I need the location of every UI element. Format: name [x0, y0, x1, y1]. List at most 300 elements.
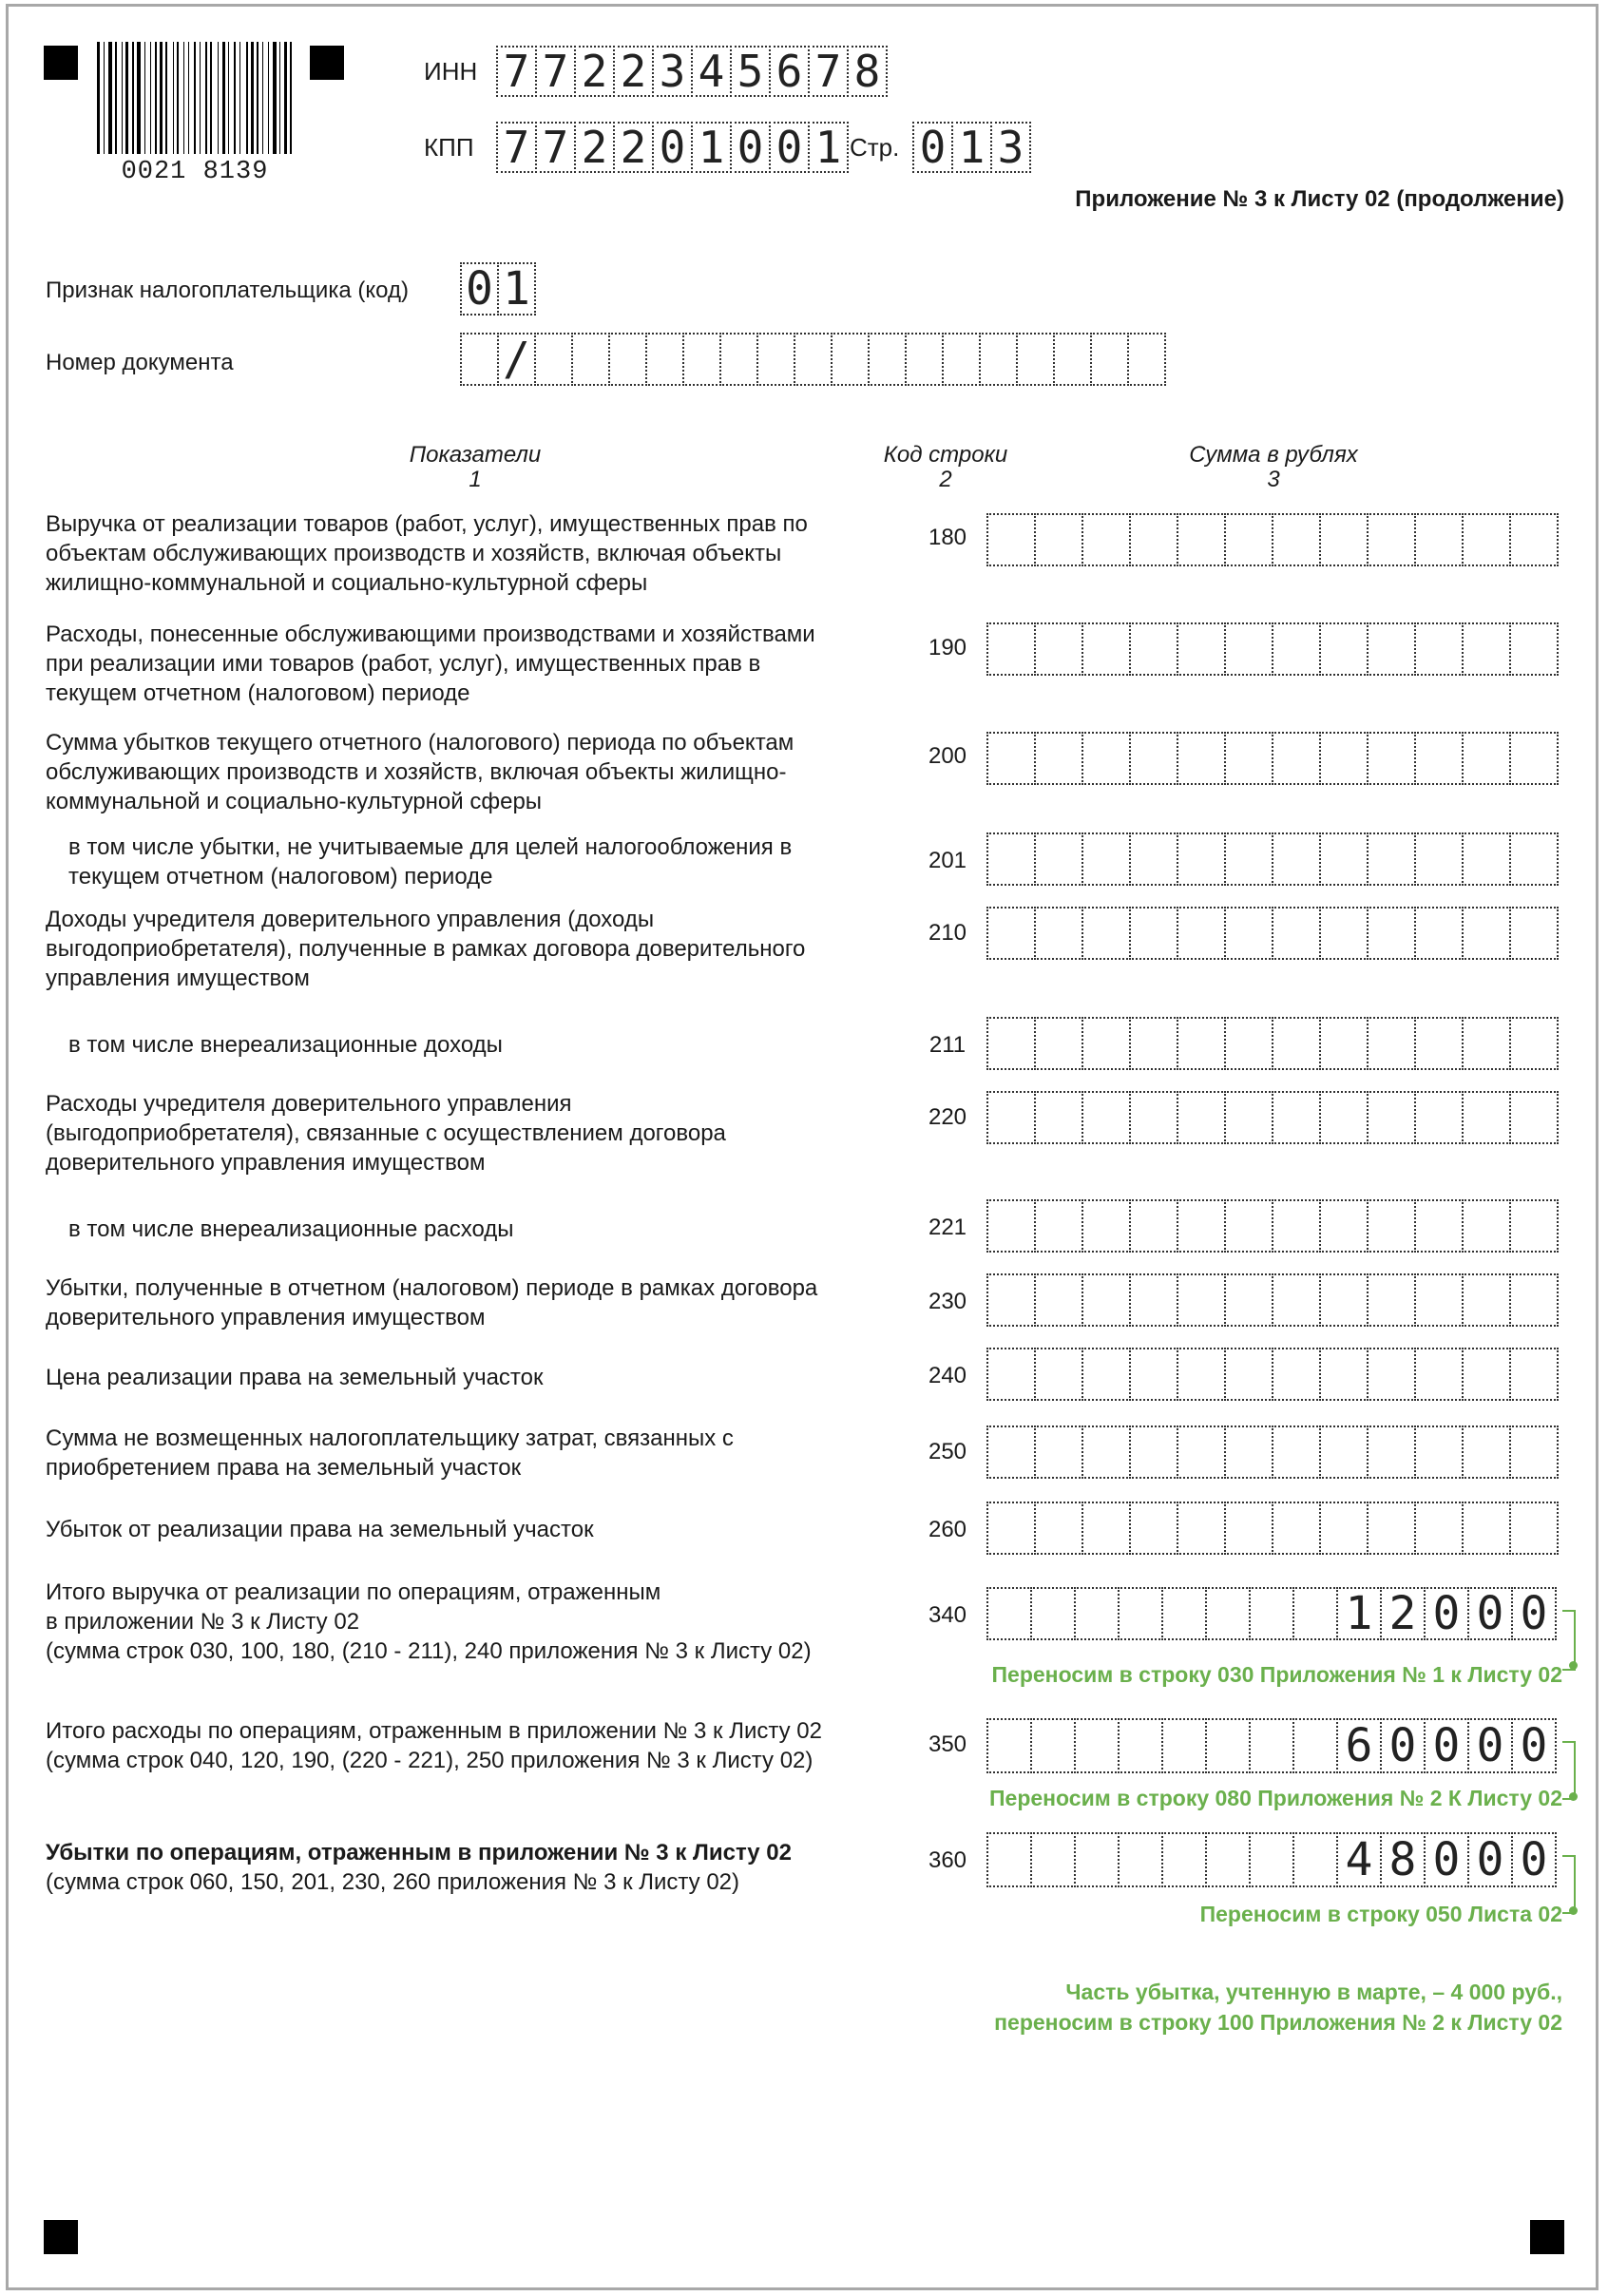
row-200-label-line: коммунальной и социально-культурной сферы	[46, 789, 543, 814]
row-190-sum-cell[interactable]	[1319, 622, 1369, 676]
row-210-sum-cell[interactable]	[1177, 907, 1226, 960]
row-221-sum-cell[interactable]	[1509, 1199, 1559, 1253]
inn-field-cell[interactable]: 7	[808, 46, 849, 97]
document-number-field-cell[interactable]	[831, 333, 870, 386]
row-350-sum-cell[interactable]	[986, 1718, 1032, 1773]
row-190-sum-cell[interactable]	[1509, 622, 1559, 676]
row-211-sum-cell[interactable]	[1462, 1017, 1511, 1070]
row-250-sum-cell[interactable]	[1272, 1425, 1321, 1479]
row-221-sum-cell[interactable]	[1319, 1199, 1369, 1253]
barcode-bar	[173, 42, 174, 154]
row-250-sum-cell[interactable]	[1414, 1425, 1464, 1479]
row-340-sum-cell[interactable]: 0	[1511, 1587, 1557, 1640]
document-number-field-cell[interactable]: /	[497, 333, 536, 386]
row-190-sum-cell[interactable]	[1367, 622, 1416, 676]
row-350-sum-cell[interactable]	[1249, 1718, 1294, 1773]
kpp-field-cell[interactable]: 0	[769, 122, 810, 173]
row-201-sum-cell[interactable]	[1509, 832, 1559, 886]
document-number-field-cell[interactable]	[571, 333, 610, 386]
row-260-sum-cell[interactable]	[986, 1502, 1036, 1555]
row-230-sum-cell[interactable]	[1367, 1273, 1416, 1327]
row-350-sum-cell[interactable]: 0	[1380, 1718, 1426, 1773]
row-180-sum-cell[interactable]	[1224, 513, 1273, 566]
page-number-field-cell[interactable]: 1	[951, 122, 992, 173]
row-180-sum-cell[interactable]	[1129, 513, 1178, 566]
inn-field[interactable]	[496, 46, 888, 97]
row-360-code: 360	[928, 1847, 967, 1873]
row-240-sum-cell[interactable]	[1224, 1348, 1273, 1401]
document-number-field-cell[interactable]	[942, 333, 981, 386]
column-header-code-number: 2	[939, 467, 952, 492]
row-260-sum-cell[interactable]	[1414, 1502, 1464, 1555]
row-200-sum-cell[interactable]	[1367, 732, 1416, 785]
row-221-sum-field[interactable]	[986, 1199, 1559, 1253]
row-211-sum-cell[interactable]	[1177, 1017, 1226, 1070]
kpp-field-cell[interactable]: 2	[613, 122, 654, 173]
row-250-label	[46, 1424, 882, 1483]
barcode-bar	[222, 42, 225, 154]
row-180-sum-cell[interactable]	[1462, 513, 1511, 566]
row-210-sum-cell[interactable]	[1414, 907, 1464, 960]
row-230-sum-cell[interactable]	[1272, 1273, 1321, 1327]
row-340-sum-cell[interactable]	[1118, 1587, 1163, 1640]
row-180-sum-cell[interactable]	[1319, 513, 1369, 566]
row-360-sum-cell[interactable]	[1118, 1832, 1163, 1887]
kpp-field-cell[interactable]: 1	[691, 122, 732, 173]
row-221-sum-cell[interactable]	[1224, 1199, 1273, 1253]
row-250-sum-cell[interactable]	[1034, 1425, 1083, 1479]
row-240-sum-cell[interactable]	[1082, 1348, 1131, 1401]
row-201-sum-cell[interactable]	[986, 832, 1036, 886]
row-360-sum-cell[interactable]	[1030, 1832, 1076, 1887]
row-220-sum-cell[interactable]	[1177, 1091, 1226, 1144]
row-260-sum-cell[interactable]	[1319, 1502, 1369, 1555]
inn-field-cell[interactable]: 4	[691, 46, 732, 97]
document-number-field-cell[interactable]	[756, 333, 795, 386]
row-201-sum-cell[interactable]	[1319, 832, 1369, 886]
row-230-sum-cell[interactable]	[1509, 1273, 1559, 1327]
row-250-sum-cell[interactable]	[1224, 1425, 1273, 1479]
row-240-sum-cell[interactable]	[1319, 1348, 1369, 1401]
column-header-code	[855, 443, 1036, 492]
row-220-label-line: доверительного управления имуществом	[46, 1150, 486, 1176]
page-label: Стр.	[850, 133, 900, 162]
taxpayer-sign-field[interactable]	[460, 262, 536, 316]
row-210-sum-cell[interactable]	[1082, 907, 1131, 960]
kpp-field-cell[interactable]: 7	[496, 122, 537, 173]
row-350-sum-cell[interactable]: 6	[1336, 1718, 1382, 1773]
row-200-sum-cell[interactable]	[1319, 732, 1369, 785]
row-360-sum-cell[interactable]	[1292, 1832, 1338, 1887]
row-260-sum-cell[interactable]	[1367, 1502, 1416, 1555]
row-180-sum-cell[interactable]	[1034, 513, 1083, 566]
barcode-bars	[95, 42, 295, 156]
document-number-field-cell[interactable]	[645, 333, 684, 386]
row-260-label	[46, 1515, 882, 1544]
page-number-field-cell[interactable]: 3	[990, 122, 1031, 173]
row-240-sum-cell[interactable]	[1272, 1348, 1321, 1401]
row-180-label	[46, 509, 882, 598]
inn-field-cell[interactable]: 3	[652, 46, 693, 97]
row-250-sum-cell[interactable]	[1177, 1425, 1226, 1479]
row-230-sum-cell[interactable]	[1034, 1273, 1083, 1327]
row-250-sum-cell[interactable]	[1462, 1425, 1511, 1479]
row-230-sum-cell[interactable]	[1129, 1273, 1178, 1327]
document-number-field-cell[interactable]	[1053, 333, 1092, 386]
row-200-code: 200	[928, 743, 967, 769]
row-340-sum-cell[interactable]: 0	[1467, 1587, 1513, 1640]
row-260-sum-cell[interactable]	[1177, 1502, 1226, 1555]
row-360-sum-cell[interactable]	[1249, 1832, 1294, 1887]
row-211-sum-cell[interactable]	[1272, 1017, 1321, 1070]
row-240-sum-cell[interactable]	[1367, 1348, 1416, 1401]
row-210-sum-field[interactable]	[986, 907, 1559, 960]
row-350-sum-cell[interactable]	[1118, 1718, 1163, 1773]
row-350-sum-cell[interactable]	[1161, 1718, 1207, 1773]
row-340-sum-cell[interactable]: 2	[1380, 1587, 1426, 1640]
row-360-sum-cell[interactable]: 8	[1380, 1832, 1426, 1887]
document-number-field-cell[interactable]	[719, 333, 758, 386]
row-180-sum-cell[interactable]	[1414, 513, 1464, 566]
row-211-sum-cell[interactable]	[986, 1017, 1036, 1070]
barcode-bar	[279, 42, 280, 154]
row-201-sum-field[interactable]	[986, 832, 1559, 886]
barcode-bar	[177, 42, 179, 154]
row-230-sum-cell[interactable]	[1082, 1273, 1131, 1327]
row-360-sum-cell[interactable]	[1161, 1832, 1207, 1887]
row-240-sum-cell[interactable]	[1034, 1348, 1083, 1401]
row-201-sum-cell[interactable]	[1082, 832, 1131, 886]
inn-field-cell[interactable]: 7	[535, 46, 576, 97]
row-210-sum-cell[interactable]	[986, 907, 1036, 960]
row-190-sum-cell[interactable]	[1177, 622, 1226, 676]
row-221-sum-cell[interactable]	[1177, 1199, 1226, 1253]
row-230-sum-cell[interactable]	[1414, 1273, 1464, 1327]
row-350-label	[46, 1716, 882, 1775]
row-230-sum-field[interactable]	[986, 1273, 1559, 1327]
row-211-sum-field[interactable]	[986, 1017, 1559, 1070]
row-260-sum-cell[interactable]	[1034, 1502, 1083, 1555]
inn-field-cell[interactable]: 7	[496, 46, 537, 97]
row-360-sum-cell[interactable]: 0	[1511, 1832, 1557, 1887]
row-340-sum-cell[interactable]	[1205, 1587, 1251, 1640]
row-210-label-line: Доходы учредителя доверительного управления (доходы	[46, 907, 655, 932]
row-220-label-line: (выгодоприобретателя), связанные с осуществлением договора	[46, 1120, 726, 1146]
row-210-sum-cell[interactable]	[1272, 907, 1321, 960]
row-210-sum-cell[interactable]	[1509, 907, 1559, 960]
row-250-sum-cell[interactable]	[986, 1425, 1036, 1479]
row-350-sum-cell[interactable]: 0	[1511, 1718, 1557, 1773]
row-211-sum-cell[interactable]	[1034, 1017, 1083, 1070]
row-180-sum-cell[interactable]	[1177, 513, 1226, 566]
row-350-label-line: Итого расходы по операциям, отраженным в приложении № 3 к Листу 02	[46, 1718, 822, 1744]
row-360-label-line: Убытки по операциям, отраженным в приложении № 3 к Листу 02	[46, 1840, 793, 1866]
row-220-sum-cell[interactable]	[1319, 1091, 1369, 1144]
row-240-sum-cell[interactable]	[1129, 1348, 1178, 1401]
row-240-sum-cell[interactable]	[1177, 1348, 1226, 1401]
inn-label: ИНН	[424, 57, 478, 86]
row-220-sum-cell[interactable]	[1129, 1091, 1178, 1144]
row-250-sum-cell[interactable]	[1367, 1425, 1416, 1479]
row-180-sum-cell[interactable]	[1082, 513, 1131, 566]
row-240-sum-cell[interactable]	[1509, 1348, 1559, 1401]
row-230-label-line: доверительного управления имуществом	[46, 1305, 486, 1330]
row-220-sum-cell[interactable]	[1082, 1091, 1131, 1144]
row-260-sum-cell[interactable]	[1224, 1502, 1273, 1555]
row-200-sum-cell[interactable]	[1224, 732, 1273, 785]
document-number-field-cell[interactable]	[905, 333, 944, 386]
row-190-sum-cell[interactable]	[1414, 622, 1464, 676]
appendix-title: Приложение № 3 к Листу 02 (продолжение)	[1075, 186, 1564, 212]
inn-field-cell[interactable]: 2	[613, 46, 654, 97]
barcode-bar	[218, 42, 219, 154]
row-220-sum-cell[interactable]	[1272, 1091, 1321, 1144]
row-220-sum-cell[interactable]	[1367, 1091, 1416, 1144]
inn-field-cell[interactable]: 6	[769, 46, 810, 97]
row-180-sum-cell[interactable]	[1272, 513, 1321, 566]
row-220-sum-cell[interactable]	[1224, 1091, 1273, 1144]
inn-field-cell[interactable]: 8	[847, 46, 888, 97]
row-250-code: 250	[928, 1439, 967, 1464]
row-190-sum-cell[interactable]	[1082, 622, 1131, 676]
kpp-field-cell[interactable]: 0	[652, 122, 693, 173]
column-header-indicators-title: Показатели	[409, 442, 542, 468]
note-row-360: Переносим в строку 050 Листа 02	[1199, 1902, 1562, 1926]
row-220-label-line: Расходы учредителя доверительного управления	[46, 1091, 572, 1117]
kpp-field-cell[interactable]: 2	[574, 122, 615, 173]
row-210-sum-cell[interactable]	[1462, 907, 1511, 960]
barcode-bar	[251, 42, 254, 154]
row-340-sum-cell[interactable]	[1030, 1587, 1076, 1640]
row-230-sum-cell[interactable]	[1462, 1273, 1511, 1327]
row-260-sum-cell[interactable]	[1082, 1502, 1131, 1555]
row-211-sum-cell[interactable]	[1129, 1017, 1178, 1070]
row-180-label-line: Выручка от реализации товаров (работ, услуг), имущественных прав по	[46, 511, 808, 537]
row-200-label-line: обслуживающих производств и хозяйств, включая объекты жилищно-	[46, 759, 787, 785]
row-230-sum-cell[interactable]	[986, 1273, 1036, 1327]
row-360-sum-cell[interactable]: 4	[1336, 1832, 1382, 1887]
row-211-label-line: в том числе внереализационные доходы	[68, 1032, 503, 1058]
row-201-sum-cell[interactable]	[1129, 832, 1178, 886]
row-201-sum-cell[interactable]	[1224, 832, 1273, 886]
row-340-sum-cell[interactable]	[1074, 1587, 1120, 1640]
row-201-sum-cell[interactable]	[1367, 832, 1416, 886]
row-260-sum-cell[interactable]	[1509, 1502, 1559, 1555]
row-220-sum-field[interactable]	[986, 1091, 1559, 1144]
row-190-sum-field[interactable]	[986, 622, 1559, 676]
row-340-sum-field[interactable]	[986, 1587, 1557, 1640]
row-211-sum-cell[interactable]	[1509, 1017, 1559, 1070]
row-201-sum-cell[interactable]	[1462, 832, 1511, 886]
row-230-sum-cell[interactable]	[1224, 1273, 1273, 1327]
kpp-field[interactable]	[496, 122, 849, 173]
taxpayer-sign-field-cell[interactable]: 0	[460, 262, 499, 316]
row-350-sum-cell[interactable]: 0	[1424, 1718, 1469, 1773]
row-221-sum-cell[interactable]	[1367, 1199, 1416, 1253]
column-header-indicators-number: 1	[469, 467, 482, 492]
row-201-sum-cell[interactable]	[1414, 832, 1464, 886]
row-250-sum-cell[interactable]	[1082, 1425, 1131, 1479]
row-340-label-line: в приложении № 3 к Листу 02	[46, 1609, 360, 1635]
row-230-sum-cell[interactable]	[1319, 1273, 1369, 1327]
page-number-field[interactable]	[912, 122, 1031, 173]
row-240-sum-cell[interactable]	[986, 1348, 1036, 1401]
row-260-sum-cell[interactable]	[1272, 1502, 1321, 1555]
row-230-sum-cell[interactable]	[1177, 1273, 1226, 1327]
row-240-sum-field[interactable]	[986, 1348, 1559, 1401]
barcode-bar	[104, 42, 105, 154]
row-221-sum-cell[interactable]	[1462, 1199, 1511, 1253]
document-number-field-cell[interactable]	[608, 333, 647, 386]
row-260-sum-cell[interactable]	[1462, 1502, 1511, 1555]
document-number-field-cell[interactable]	[682, 333, 721, 386]
row-190-sum-cell[interactable]	[986, 622, 1036, 676]
inn-field-cell[interactable]: 5	[730, 46, 771, 97]
page-number-field-cell[interactable]: 0	[912, 122, 953, 173]
row-180-sum-cell[interactable]	[1367, 513, 1416, 566]
row-221-sum-cell[interactable]	[986, 1199, 1036, 1253]
document-number-field-cell[interactable]	[534, 333, 573, 386]
row-211-sum-cell[interactable]	[1082, 1017, 1131, 1070]
document-number-field-cell[interactable]	[868, 333, 907, 386]
row-210-sum-cell[interactable]	[1224, 907, 1273, 960]
row-350-sum-cell[interactable]	[1030, 1718, 1076, 1773]
row-190-sum-cell[interactable]	[1224, 622, 1273, 676]
taxpayer-sign-label: Признак налогоплательщика (код)	[46, 277, 409, 303]
row-201-sum-cell[interactable]	[1272, 832, 1321, 886]
row-250-label-line: Сумма не возмещенных налогоплательщику затрат, связанных с	[46, 1425, 734, 1451]
bracket-row-350	[1562, 1741, 1576, 1800]
row-200-sum-cell[interactable]	[1509, 732, 1559, 785]
document-number-field-cell[interactable]	[1090, 333, 1129, 386]
row-350-sum-cell[interactable]	[1205, 1718, 1251, 1773]
row-220-sum-cell[interactable]	[1462, 1091, 1511, 1144]
row-360-sum-cell[interactable]: 0	[1424, 1832, 1469, 1887]
document-number-field-cell[interactable]	[794, 333, 833, 386]
row-200-sum-cell[interactable]	[1414, 732, 1464, 785]
row-211-sum-cell[interactable]	[1367, 1017, 1416, 1070]
row-200-sum-field[interactable]	[986, 732, 1559, 785]
row-190-label-line: текущем отчетном (налоговом) периоде	[46, 680, 470, 706]
row-340-sum-cell[interactable]: 0	[1424, 1587, 1469, 1640]
column-header-sum	[1131, 443, 1416, 492]
row-200-sum-cell[interactable]	[1177, 732, 1226, 785]
row-340-sum-cell[interactable]	[1292, 1587, 1338, 1640]
row-360-sum-field[interactable]	[986, 1832, 1557, 1887]
inn-field-cell[interactable]: 2	[574, 46, 615, 97]
row-200-sum-cell[interactable]	[1082, 732, 1131, 785]
row-220-sum-cell[interactable]	[1509, 1091, 1559, 1144]
row-250-sum-cell[interactable]	[1509, 1425, 1559, 1479]
row-200-label	[46, 728, 882, 816]
row-360-sum-cell[interactable]: 0	[1467, 1832, 1513, 1887]
row-260-sum-field[interactable]	[986, 1502, 1559, 1555]
row-190-sum-cell[interactable]	[1272, 622, 1321, 676]
row-201-sum-cell[interactable]	[1034, 832, 1083, 886]
row-350-sum-cell[interactable]	[1292, 1718, 1338, 1773]
row-211-sum-cell[interactable]	[1319, 1017, 1369, 1070]
row-350-code: 350	[928, 1732, 967, 1757]
row-340-sum-cell[interactable]	[1161, 1587, 1207, 1640]
row-360-sum-cell[interactable]	[1205, 1832, 1251, 1887]
row-211-sum-cell[interactable]	[1224, 1017, 1273, 1070]
row-340-sum-cell[interactable]	[986, 1587, 1032, 1640]
kpp-field-cell[interactable]: 1	[808, 122, 849, 173]
row-240-sum-cell[interactable]	[1462, 1348, 1511, 1401]
row-200-sum-cell[interactable]	[1272, 732, 1321, 785]
row-210-sum-cell[interactable]	[1319, 907, 1369, 960]
row-340-sum-cell[interactable]	[1249, 1587, 1294, 1640]
row-350-sum-cell[interactable]: 0	[1467, 1718, 1513, 1773]
row-200-sum-cell[interactable]	[1129, 732, 1178, 785]
row-190-sum-cell[interactable]	[1034, 622, 1083, 676]
document-number-field-cell[interactable]	[1127, 333, 1166, 386]
row-200-sum-cell[interactable]	[1462, 732, 1511, 785]
row-210-sum-cell[interactable]	[1034, 907, 1083, 960]
row-180-sum-cell[interactable]	[986, 513, 1036, 566]
row-340-label-line: Итого выручка от реализации по операциям, отраженным	[46, 1579, 661, 1605]
row-200-sum-cell[interactable]	[1034, 732, 1083, 785]
kpp-field-cell[interactable]: 7	[535, 122, 576, 173]
document-number-label: Номер документа	[46, 350, 234, 375]
row-210-sum-cell[interactable]	[1129, 907, 1178, 960]
barcode-bar	[228, 42, 229, 154]
row-350-sum-cell[interactable]	[1074, 1718, 1120, 1773]
document-number-field-cell[interactable]	[460, 333, 499, 386]
row-221-sum-cell[interactable]	[1082, 1199, 1131, 1253]
row-250-sum-cell[interactable]	[1129, 1425, 1178, 1479]
row-190-sum-cell[interactable]	[1129, 622, 1178, 676]
barcode-bar	[132, 42, 134, 154]
row-180-sum-field[interactable]	[986, 513, 1559, 566]
row-250-sum-field[interactable]	[986, 1425, 1559, 1479]
barcode-bar	[262, 42, 263, 154]
row-220-sum-cell[interactable]	[1414, 1091, 1464, 1144]
row-260-sum-cell[interactable]	[1129, 1502, 1178, 1555]
row-220-sum-cell[interactable]	[1034, 1091, 1083, 1144]
row-220-sum-cell[interactable]	[986, 1091, 1036, 1144]
taxpayer-sign-field-cell[interactable]: 1	[497, 262, 536, 316]
row-210-sum-cell[interactable]	[1367, 907, 1416, 960]
kpp-field-cell[interactable]: 0	[730, 122, 771, 173]
row-360-sum-cell[interactable]	[986, 1832, 1032, 1887]
row-221-sum-cell[interactable]	[1034, 1199, 1083, 1253]
barcode-bar	[155, 42, 157, 154]
row-250-sum-cell[interactable]	[1319, 1425, 1369, 1479]
row-180-sum-cell[interactable]	[1509, 513, 1559, 566]
row-200-sum-cell[interactable]	[986, 732, 1036, 785]
barcode-bar	[165, 42, 167, 154]
row-221-label	[68, 1215, 905, 1244]
row-340-sum-cell[interactable]: 1	[1336, 1587, 1382, 1640]
row-260-label-line: Убыток от реализации права на земельный участок	[46, 1517, 594, 1542]
row-360-sum-cell[interactable]	[1074, 1832, 1120, 1887]
document-number-field-cell[interactable]	[1016, 333, 1055, 386]
barcode-bar	[108, 42, 112, 154]
row-230-label-line: Убытки, полученные в отчетном (налоговом) периоде в рамках договора	[46, 1275, 818, 1301]
barcode-bar	[210, 42, 212, 154]
row-221-sum-cell[interactable]	[1414, 1199, 1464, 1253]
row-240-sum-cell[interactable]	[1414, 1348, 1464, 1401]
document-number-field-cell[interactable]	[979, 333, 1018, 386]
row-201-sum-cell[interactable]	[1177, 832, 1226, 886]
document-number-field[interactable]	[460, 333, 1166, 386]
row-190-sum-cell[interactable]	[1462, 622, 1511, 676]
row-221-sum-cell[interactable]	[1129, 1199, 1178, 1253]
row-350-sum-field[interactable]	[986, 1718, 1557, 1773]
row-211-sum-cell[interactable]	[1414, 1017, 1464, 1070]
row-221-sum-cell[interactable]	[1272, 1199, 1321, 1253]
